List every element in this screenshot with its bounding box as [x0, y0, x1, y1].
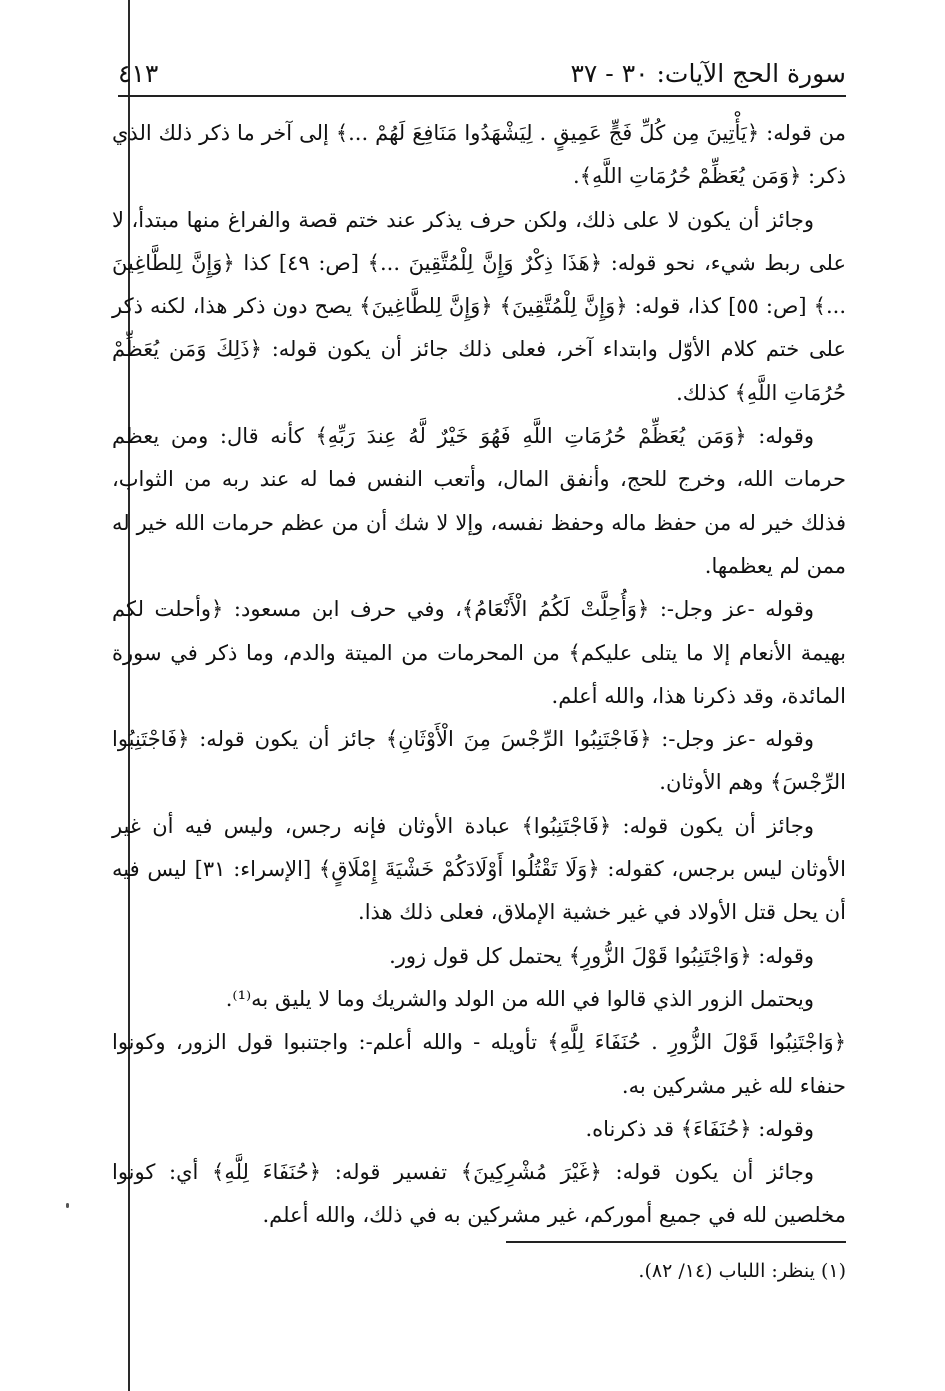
paragraph: ﴿وَاجْتَنِبُوا قَوْلَ الزُّورِ . حُنَفَاءَ لِلَّهِ﴾ تأويله - والله أعلم-: واجتنبوا قول الزور، وكونوا حنفاء لله غير مشركين به. — [112, 1030, 846, 1098]
paragraph: ويحتمل الزور الذي قالوا في الله من الولد والشريك وما لا يليق به⁽¹⁾. — [225, 986, 814, 1011]
paragraph: وجائز أن يكون قوله: ﴿فَاجْتَنِبُوا﴾ عبادة الأوثان فإنه رجس، وليس فيه أن غير الأوثان ليس برجس، كقوله: ﴿وَلَا تَقْتُلُوا أَوْلَادَكُمْ خَشْيَةَ إِمْلَاقٍ﴾ [الإسراء: ٣١] ليس فيه أن يحل قتل الأولاد في غير خشية الإملاق، فعلى ذلك هذا. — [112, 813, 846, 925]
paragraph: وقوله: ﴿وَمَن يُعَظِّمْ حُرُمَاتِ اللَّهِ فَهُوَ خَيْرٌ لَّهُ عِندَ رَبِّهِ﴾ كأنه قال: ومن يعظم حرمات الله، وخرج للحج، وأنفق المال، وأتعب النفس فما له عند ربه من الثواب، فذلك خير له من حفظ ماله وحفظ نفسه، وإلا لا شك أن من عظم حرمات الله خير له ممن لم يعظمها. — [112, 424, 846, 578]
page-header — [118, 52, 846, 96]
paragraph: وقوله -عز وجل-: ﴿فَاجْتَنِبُوا الرِّجْسَ مِنَ الْأَوْثَانِ﴾ جائز أن يكون قوله: ﴿فَاجْتَنِبُوا الرِّجْسَ﴾ وهم الأوثان. — [112, 727, 846, 795]
paragraph: من قوله: ﴿يَأْتِينَ مِن كُلِّ فَجٍّ عَمِيقٍ . لِيَشْهَدُوا مَنَافِعَ لَهُمْ ...﴾ إلى آخر ما ذكر ذلك الذي ذكر: ﴿وَمَن يُعَظِّمْ حُرُمَاتِ اللَّهِ﴾. — [112, 121, 846, 189]
paragraph: وقوله -عز وجل-: ﴿وَأُحِلَّتْ لَكُمُ الْأَنْعَامُ﴾، وفي حرف ابن مسعود: ﴿وأحلت لكم بهيمة الأنعام إلا ما يتلى عليكم﴾ من المحرمات من الميتة والدم، وما ذكر في سورة المائدة، وقد ذكرنا هذا، والله أعلم. — [112, 597, 846, 708]
footnote-rule — [506, 1241, 846, 1243]
paragraph: وجائز أن يكون قوله: ﴿غَيْرَ مُشْرِكِينَ﴾ تفسير قوله: ﴿حُنَفَاءَ لِلَّهِ﴾ أي: كونوا مخلصين لله في جميع أموركم، غير مشركين به في ذلك، والله أعلم. — [112, 1160, 846, 1228]
header-rule — [118, 95, 846, 97]
paragraph: وقوله: ﴿حُنَفَاءَ﴾ قد ذكرناه. — [585, 1116, 814, 1141]
scan-speck — [66, 1203, 69, 1208]
page-number: ٤١٣ — [118, 59, 159, 88]
paragraph: وجائز أن يكون لا على ذلك، ولكن حرف يذكر عند ختم قصة والفراغ منها مبتدأ، لا على ربط شيء، نحو قوله: ﴿هَذَا ذِكْرٌ وَإِنَّ لِلْمُتَّقِينَ ...﴾ [ص: ٤٩] كذا ﴿وَإِنَّ لِلطَّاغِينَ ...﴾ [ص: ٥٥] كذا، قوله: ﴿وَإِنَّ لِلْمُتَّقِينَ﴾ ﴿وَإِنَّ لِلطَّاغِينَ﴾ يصح دون ذكر هذا، لكنه ذكر على ختم كلام الأوّل وابتداء آخر، فعلى ذلك جائز أن يكون قوله: ﴿ذَلِكَ وَمَن يُعَظِّمْ حُرُمَاتِ اللَّهِ﴾ كذلك. — [112, 207, 846, 405]
footnote: (١) ينظر: اللباب (١٤/ ٨٢). — [638, 1260, 846, 1282]
main-text — [112, 112, 846, 1238]
header-title: سورة الحج الآيات: ٣٠ - ٣٧ — [570, 59, 846, 88]
paragraph: وقوله: ﴿وَاجْتَنِبُوا قَوْلَ الزُّورِ﴾ يحتمل كل قول زور. — [389, 943, 814, 968]
